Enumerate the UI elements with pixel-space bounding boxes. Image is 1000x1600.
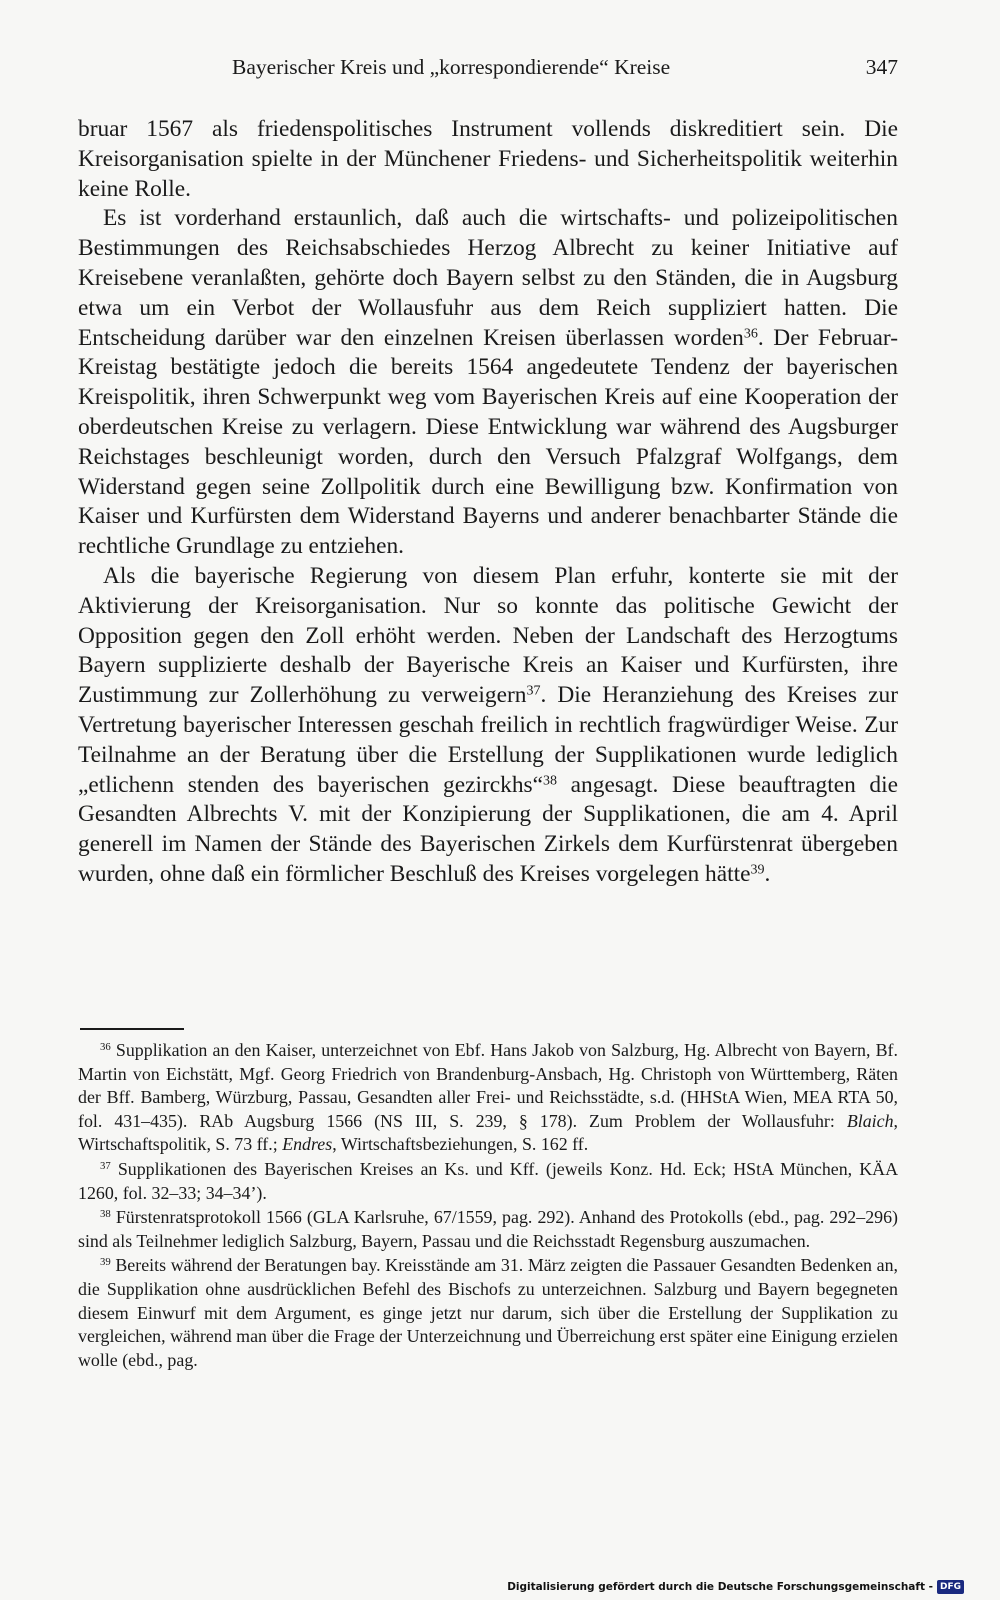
footnote-divider	[80, 1028, 184, 1030]
footer-text: Digitalisierung gefördert durch die Deutsche Forschungsgemeinschaft -	[507, 1581, 933, 1593]
footnote-37	[78, 1158, 898, 1205]
dfg-logo: DFG	[937, 1580, 964, 1594]
footnote-37-text: Supplikationen des Bayerischen Kreises an Ks. und Kff. (jeweils Konz. Hd. Eck; HStA München, KÄA 1260, fol. 32–33; 34–34’).	[78, 1158, 898, 1203]
footnote-36-author-endres: Endres	[282, 1134, 333, 1155]
paragraph-3-text-a: Als die bayerische Regierung von diesem Plan erfuhr, konterte sie mit der Aktivierung der Kreisorganisation. Nur so konnte das politische Gewicht der Opposition gegen den Zoll erhöht werden. Neben der Landschaft des Herzogtums Bayern supplizierte deshalb der Bayerische Kreis an Kaiser und Kurfürsten, ihre Zustimmung zur Zollerhöhung zu verweigern	[78, 562, 898, 709]
footnote-38-text: Fürstenratsprotokoll 1566 (GLA Karlsruhe, 67/1559, pag. 292). Anhand des Protokolls (ebd., pag. 292–296) sind als Teilnehmer lediglich Salzburg, Bayern, Passau und die Reichsstadt Regensburg auszumachen.	[78, 1207, 898, 1251]
paragraph-2-text-a: Es ist vorderhand erstaunlich, daß auch die wirtschafts- und polizeipolitischen Bestimmungen des Reichsabschiedes Herzog Albrecht zu keiner Initiative auf Kreisebene veranlaßten, gehörte doch Bayern selbst zu den Ständen, die in Augsburg etwa um ein Verbot der Wollausfuhr aus dem Reich suppliziert hatten. Die Entscheidung darüber war den einzelnen Kreisen überlassen worden	[78, 205, 898, 351]
footnote-36-text-a: Supplikation an den Kaiser, unterzeichnet von Ebf. Hans Jakob von Salzburg, Hg. Albrecht von Bayern, Bf. Martin von Eichstätt, Mgf. Georg Friedrich von Brandenburg-Ansbach, Hg. Christoph von Württemberg, Räten der Bff. Bamberg, Würzburg, Passau, Gesandten aller Frei- und Reichsstädte, s.d. (HHStA Wien, MEA RTA 50, fol. 431–435). RAb Augsburg 1566 (NS III, S. 239, § 178). Zum Problem der Wollausfuhr:	[78, 1040, 898, 1131]
footnote-ref-38: 38	[543, 771, 558, 788]
footnote-36-text-c: , Wirtschaftsbeziehungen, S. 162 ff.	[332, 1134, 589, 1155]
footnote-36-text-b: , Wirtschaftspolitik, S. 73 ff.;	[78, 1110, 898, 1155]
footnote-39-text: Bereits während der Beratungen bay. Kreisstände am 31. März zeigten die Passauer Gesandten Bedenken an, die Supplikation ohne ausdrücklichen Befehl des Bischofs zu unterzeichnen. Salzburg und Bayern begegneten diesem Einwurf mit dem Argument, es ginge jetzt nur darum, sich über die Erstellung der Supplikation zu vergleichen, während man über die Frage der Unterzeichnung und Überreichung erst später eine Einigung erzielen wolle (ebd., pag.	[78, 1255, 898, 1370]
footnote-36-author-blaich: Blaich	[846, 1110, 894, 1131]
running-title: Bayerischer Kreis und „korrespondierende“ Kreise	[232, 55, 671, 79]
digitization-footer	[507, 1578, 964, 1596]
paragraph-2	[78, 204, 898, 562]
footnote-39-number: 39	[100, 1256, 111, 1269]
footnote-ref-36: 36	[743, 324, 758, 341]
paragraph-1-text: bruar 1567 als friedenspolitisches Instrument vollends diskreditiert sein. Die Kreisorganisation spielte in der Münchener Friedens- und Sicherheitspolitik weiterhin keine Rolle.	[78, 116, 898, 202]
footnote-ref-37: 37	[526, 682, 541, 699]
paragraph-3-text-d: .	[764, 860, 771, 887]
footnote-38	[78, 1206, 898, 1253]
footnote-ref-39: 39	[750, 861, 765, 878]
paragraph-3-text-b: . Die Heranziehung des Kreises zur Vertretung bayerischer Interessen geschah freilich in rechtlich fragwürdiger Weise. Zur Teilnahme an der Beratung über die Erstellung der Supplikationen wurde lediglich „etlichenn stenden des bayerischen gezirckhs“	[78, 682, 898, 798]
page-number: 347	[865, 55, 898, 79]
footnote-36-number: 36	[100, 1041, 111, 1054]
main-text	[78, 115, 898, 890]
footnote-36	[78, 1039, 898, 1157]
footnote-37-number: 37	[100, 1160, 111, 1173]
paragraph-3	[78, 562, 898, 890]
footnotes	[78, 1039, 898, 1373]
paragraph-2-text-b: . Der Februar-Kreistag bestätigte jedoch die bereits 1564 angedeutete Tendenz der bayerischen Kreispolitik, ihren Schwerpunkt weg vom Bayerischen Kreis auf eine Kooperation der oberdeutschen Kreise zu verlagern. Diese Entwicklung war während des Augsburger Reichstages beschleunigt worden, durch den Versuch Pfalzgraf Wolfgangs, dem Widerstand gegen seine Zollpolitik durch eine Bewilligung bzw. Konfirmation von Kaiser und Kurfürsten dem Widerstand Bayerns und anderer benachbarter Stände die rechtliche Grundlage zu entziehen.	[78, 324, 898, 560]
paragraph-1	[78, 115, 898, 204]
paragraph-3-text-c: angesagt. Diese beauftragten die Gesandten Albrechts V. mit der Konzipierung der Supplikationen, die am 4. April generell im Namen der Stände des Bayerischen Zirkels dem Kurfürstenrat übergeben wurden, ohne daß ein förmlicher Beschluß des Kreises vorgelegen hätte	[78, 771, 898, 887]
page-header	[78, 55, 898, 87]
footnote-38-number: 38	[100, 1208, 111, 1221]
footnote-39	[78, 1254, 898, 1372]
